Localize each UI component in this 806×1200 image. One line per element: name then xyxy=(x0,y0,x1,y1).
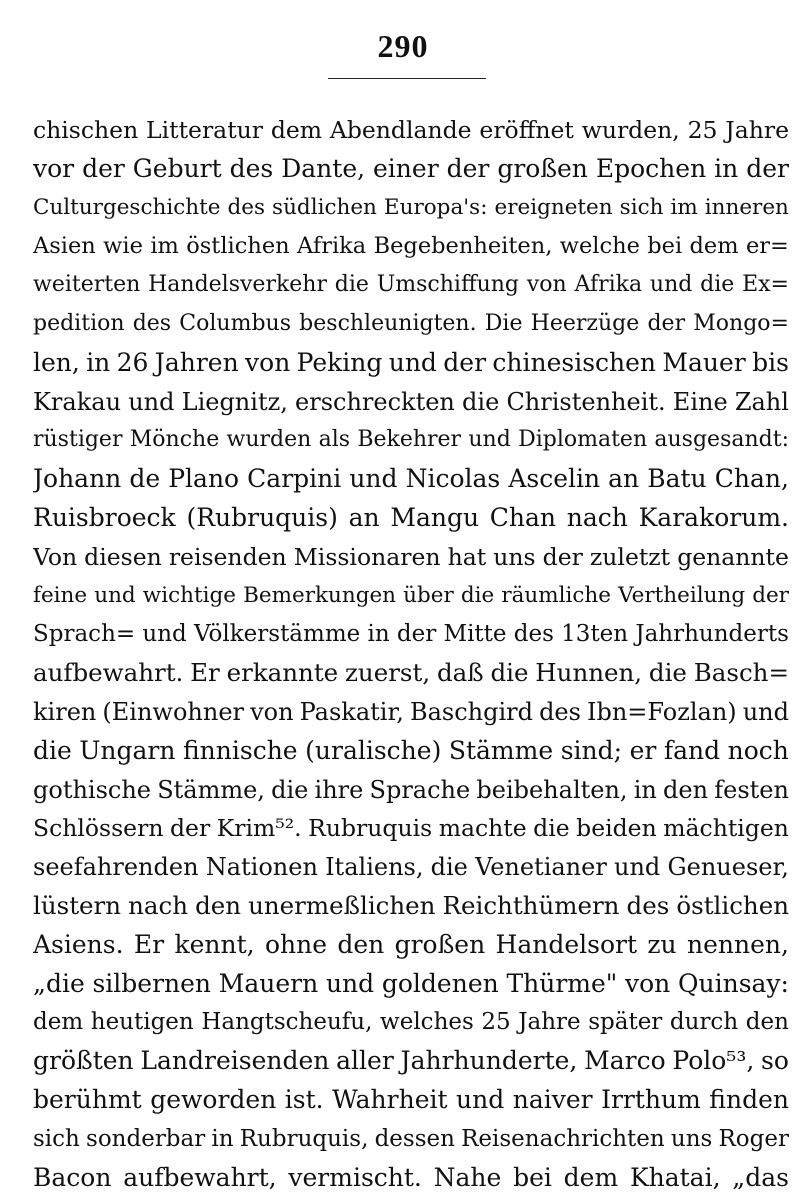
word: er xyxy=(629,735,657,765)
word: Er xyxy=(133,929,165,959)
word: de xyxy=(129,464,161,494)
word: von xyxy=(526,272,567,298)
word: großen xyxy=(497,153,588,183)
text-line xyxy=(33,615,789,654)
text-line xyxy=(33,538,789,577)
word: des xyxy=(229,153,274,183)
text-line xyxy=(33,771,789,810)
word: die xyxy=(490,658,529,688)
word: des xyxy=(513,621,554,648)
word: Jahre xyxy=(725,116,789,144)
text-line xyxy=(33,577,789,616)
text-line xyxy=(33,227,789,266)
word: chinesischen xyxy=(492,347,657,377)
word: rüstiger xyxy=(33,427,123,453)
word: Völkerstämme xyxy=(194,621,361,648)
word: aufbewahrt. xyxy=(33,658,184,688)
word: finnische xyxy=(183,735,298,765)
word: in xyxy=(367,621,390,648)
word: Plano xyxy=(168,464,240,494)
word: und xyxy=(468,427,511,453)
word: Heerzüge xyxy=(530,310,640,336)
word: so xyxy=(761,1046,789,1076)
word: Wahrheit xyxy=(332,1084,448,1114)
word: der xyxy=(170,814,211,843)
word: die xyxy=(33,735,72,765)
word: Mauer xyxy=(662,347,746,377)
word: Vertheilung xyxy=(618,582,746,608)
word: dessen xyxy=(374,1125,455,1152)
word: Litteratur xyxy=(146,116,264,144)
word: der xyxy=(396,621,437,648)
word: des xyxy=(539,697,581,726)
word: Venetianer xyxy=(475,853,607,882)
word: Krim⁵². xyxy=(216,814,302,843)
word: Nahe xyxy=(433,1162,502,1192)
text-line xyxy=(33,887,789,926)
word: an xyxy=(348,502,380,532)
word: Baschgird xyxy=(409,697,534,726)
word: machte xyxy=(438,814,527,843)
word: südlichen xyxy=(272,194,377,220)
word: eröffnet xyxy=(479,116,574,144)
word: Bekehrer xyxy=(357,427,462,453)
word: Mönche xyxy=(129,427,220,453)
word: Hunnen, xyxy=(535,658,643,688)
word: Eine xyxy=(672,387,728,416)
word: diesen xyxy=(84,542,162,571)
word: festen xyxy=(714,775,789,804)
word: nennen, xyxy=(687,929,789,959)
word: Rubruquis xyxy=(308,814,433,843)
word: wichtige xyxy=(142,582,236,608)
word: und xyxy=(388,347,437,377)
word: ihre xyxy=(314,775,364,804)
word: Culturgeschichte xyxy=(33,194,221,220)
word: Paskatir, xyxy=(299,697,404,726)
word: die xyxy=(700,272,735,298)
word: ist. xyxy=(284,1084,324,1114)
word: noch xyxy=(727,735,789,765)
word: Thürme" xyxy=(506,968,618,998)
text-line xyxy=(33,421,789,460)
word: dem xyxy=(33,1009,84,1036)
word: kennt, xyxy=(174,929,255,959)
word: Er xyxy=(190,658,220,688)
word: im xyxy=(670,194,698,220)
header-rule xyxy=(328,78,486,79)
word: Geburt xyxy=(132,153,222,183)
word: von xyxy=(625,968,671,998)
word: Quinsay: xyxy=(678,968,789,998)
word: gothische xyxy=(33,775,152,804)
word: und xyxy=(94,582,136,608)
text-line xyxy=(33,1159,789,1198)
word: Sprach= xyxy=(33,621,136,648)
word: größten xyxy=(33,1046,134,1076)
word: Asiens. xyxy=(33,929,124,959)
word: Bacon xyxy=(33,1162,112,1192)
word: Schlössern xyxy=(33,814,164,843)
word: die xyxy=(430,853,468,882)
word: Jahren xyxy=(154,347,239,377)
word: Reichthümern xyxy=(442,890,620,920)
word: Khatai, xyxy=(629,1162,721,1192)
word: sich xyxy=(33,1125,80,1152)
word: die xyxy=(334,272,369,298)
word: Polo⁵³, xyxy=(672,1046,755,1076)
word: (Einwohner xyxy=(102,697,245,726)
text-line xyxy=(33,1120,789,1159)
word: aufbewahrt, xyxy=(123,1162,277,1192)
word: vermischt. xyxy=(288,1162,422,1192)
word: Marco xyxy=(584,1046,666,1076)
word: uns xyxy=(670,1125,713,1152)
word: Nicolas xyxy=(405,464,501,494)
word: dem xyxy=(563,1162,619,1192)
word: seefahrenden xyxy=(33,853,199,882)
word: 13ten xyxy=(561,621,629,648)
word: Jahrhunderte, xyxy=(400,1046,578,1076)
word: Handelsort xyxy=(495,929,638,959)
text-line xyxy=(33,344,789,383)
word: naiver xyxy=(512,1084,593,1114)
word: Abendlande xyxy=(329,116,472,144)
word: beibehalten, xyxy=(476,775,628,804)
text-line xyxy=(33,189,789,228)
word: und xyxy=(614,853,661,882)
word: feine xyxy=(33,582,88,608)
word: Batu xyxy=(647,464,707,494)
word: Diplomaten xyxy=(518,427,648,453)
word: der xyxy=(82,153,125,183)
word: Asien xyxy=(33,233,96,260)
word: Mauern xyxy=(218,968,319,998)
word: fand xyxy=(663,735,721,765)
word: Johann xyxy=(33,464,122,494)
word: über xyxy=(403,582,454,608)
word: Italiens, xyxy=(325,853,424,882)
word: und xyxy=(742,697,789,726)
word: den xyxy=(663,775,709,804)
word: 25 xyxy=(481,1009,511,1036)
word: und xyxy=(649,272,693,298)
word: an xyxy=(608,464,640,494)
word: Umschiffung xyxy=(376,272,520,298)
word: ausgesandt: xyxy=(654,427,789,453)
word: beschleunigten. xyxy=(299,310,477,336)
word: 26 xyxy=(116,347,149,377)
word: Karakorum. xyxy=(638,502,789,532)
word: „das xyxy=(732,1162,789,1192)
word: einer xyxy=(373,153,439,183)
word: (uralische) xyxy=(305,735,442,765)
text-line xyxy=(33,499,789,538)
word: zuletzt xyxy=(589,542,671,571)
word: finden xyxy=(709,1084,789,1114)
word: (Rubruquis) xyxy=(186,502,338,532)
word: welche xyxy=(559,233,640,260)
word: Jahrhunderts xyxy=(635,621,789,648)
word: des xyxy=(132,310,172,336)
word: Die xyxy=(484,310,523,336)
text-line xyxy=(33,732,789,771)
word: Irrthum xyxy=(601,1084,701,1114)
word: Mongo= xyxy=(693,310,789,336)
word: goldenen xyxy=(381,968,499,998)
word: Zahl xyxy=(734,387,789,416)
text-line xyxy=(33,848,789,887)
text-line xyxy=(33,926,789,965)
word: durch xyxy=(669,1009,739,1036)
word: des xyxy=(227,194,266,220)
word: daß xyxy=(436,658,484,688)
word: Mitte xyxy=(443,621,507,648)
text-line xyxy=(33,383,789,422)
page-number: 290 xyxy=(377,28,429,64)
word: im xyxy=(150,233,179,260)
word: Afrika xyxy=(297,233,367,260)
word: Europa's: xyxy=(383,194,488,220)
word: den xyxy=(745,1009,789,1036)
word: Afrika xyxy=(574,272,643,298)
word: mächtigen xyxy=(663,814,789,843)
text-line xyxy=(33,809,789,848)
word: der xyxy=(746,153,789,183)
word: der xyxy=(752,582,789,608)
word: Ruisbroeck xyxy=(33,502,176,532)
word: inneren xyxy=(704,194,789,220)
word: dem xyxy=(689,233,739,260)
text-line xyxy=(33,654,789,693)
word: Bemerkungen xyxy=(243,582,397,608)
word: kiren xyxy=(33,697,97,726)
word: in xyxy=(211,1125,234,1152)
text-line xyxy=(33,266,789,305)
word: unermeßlichen xyxy=(248,890,436,920)
word: wie xyxy=(103,233,143,260)
word: Ascelin xyxy=(508,464,601,494)
word: erschreckten xyxy=(295,387,455,416)
word: Von xyxy=(33,542,78,571)
word: Stämme, xyxy=(157,775,265,804)
text-line xyxy=(33,111,789,150)
word: Chan, xyxy=(714,464,789,494)
word: welches xyxy=(380,1009,474,1036)
word: die xyxy=(271,775,309,804)
word: den xyxy=(195,890,242,920)
word: der xyxy=(647,310,686,336)
word: und xyxy=(142,621,187,648)
word: von xyxy=(245,347,291,377)
word: zuerst, xyxy=(345,658,431,688)
word: und xyxy=(349,464,398,494)
word: ereigneten xyxy=(494,194,613,220)
word: Ex= xyxy=(742,272,789,298)
word: räumliche xyxy=(501,582,612,608)
word: in xyxy=(633,775,657,804)
word: Krakau xyxy=(33,387,122,416)
text-line xyxy=(33,305,789,344)
word: Basch= xyxy=(693,658,789,688)
word: und xyxy=(325,968,375,998)
word: Liegnitz, xyxy=(181,387,288,416)
text-line xyxy=(33,150,789,189)
word: dem xyxy=(270,116,323,144)
word: Ibn=Fozlan) xyxy=(587,697,737,726)
word: Rubruquis, xyxy=(239,1125,369,1152)
word: bei xyxy=(647,233,683,260)
word: Landreisenden xyxy=(140,1046,330,1076)
word: Stämme xyxy=(448,735,554,765)
word: in xyxy=(714,153,739,183)
word: Roger xyxy=(718,1125,789,1152)
word: chischen xyxy=(33,116,139,144)
word: sonderbar xyxy=(86,1125,206,1152)
word: er= xyxy=(745,233,789,260)
word: Reisenachrichten xyxy=(461,1125,665,1152)
word: reisenden xyxy=(168,542,287,571)
word: und xyxy=(128,387,175,416)
text-line xyxy=(33,1042,789,1081)
word: aller xyxy=(336,1046,394,1076)
word: und xyxy=(456,1084,505,1114)
word: die xyxy=(460,582,495,608)
word: Mangu xyxy=(390,502,480,532)
word: Genueser, xyxy=(667,853,789,882)
word: die xyxy=(648,658,687,688)
word: bei xyxy=(513,1162,552,1192)
word: Dante, xyxy=(281,153,366,183)
word: zu xyxy=(647,929,677,959)
word: großen xyxy=(394,929,486,959)
word: in xyxy=(86,347,111,377)
word: pedition xyxy=(33,310,125,336)
word: der xyxy=(542,542,583,571)
text-line xyxy=(33,965,789,1004)
word: Handelsverkehr xyxy=(148,272,327,298)
word: Missionaren xyxy=(293,542,441,571)
word: nach xyxy=(566,502,628,532)
word: von xyxy=(250,697,294,726)
word: später xyxy=(588,1009,663,1036)
word: Chan xyxy=(489,502,557,532)
word: vor xyxy=(33,153,75,183)
word: heutigen xyxy=(90,1009,194,1036)
word: wurden xyxy=(226,427,312,453)
word: Sprache xyxy=(369,775,471,804)
word: Columbus xyxy=(179,310,291,336)
text-line xyxy=(33,693,789,732)
word: genannte xyxy=(677,542,789,571)
word: Hangtscheufu, xyxy=(201,1009,373,1036)
word: der xyxy=(443,347,487,377)
word: Christenheit. xyxy=(506,387,666,416)
word: erkannte xyxy=(226,658,339,688)
word: Ungarn xyxy=(79,735,176,765)
text-line xyxy=(33,1081,789,1120)
word: len, xyxy=(33,347,80,377)
word: wurden, xyxy=(581,116,680,144)
word: geworden xyxy=(150,1084,277,1114)
word: weiterten xyxy=(33,272,141,298)
word: berühmt xyxy=(33,1084,142,1114)
word: der xyxy=(446,153,490,183)
word: Carpini xyxy=(247,464,342,494)
word: „die xyxy=(33,968,85,998)
word: die xyxy=(462,387,500,416)
text-line xyxy=(33,1003,789,1042)
word: 25 xyxy=(687,116,718,144)
word: beiden xyxy=(576,814,657,843)
word: des xyxy=(626,890,670,920)
word: Nationen xyxy=(205,853,318,882)
word: östlichen xyxy=(186,233,290,260)
word: Begebenheiten, xyxy=(373,233,553,260)
word: den xyxy=(337,929,385,959)
word: hat xyxy=(447,542,487,571)
body-text xyxy=(33,111,789,1197)
word: Epochen xyxy=(595,153,707,183)
word: sind; xyxy=(560,735,623,765)
word: bis xyxy=(752,347,789,377)
word: östlichen xyxy=(676,890,789,920)
word: lüstern xyxy=(33,890,122,920)
word: als xyxy=(318,427,351,453)
word: silbernen xyxy=(92,968,212,998)
word: nach xyxy=(128,890,188,920)
text-line xyxy=(33,460,789,499)
word: die xyxy=(533,814,570,843)
word: Peking xyxy=(296,347,383,377)
word: uns xyxy=(493,542,536,571)
word: Jahre xyxy=(518,1009,581,1036)
word: ohne xyxy=(264,929,327,959)
word: sich xyxy=(619,194,664,220)
